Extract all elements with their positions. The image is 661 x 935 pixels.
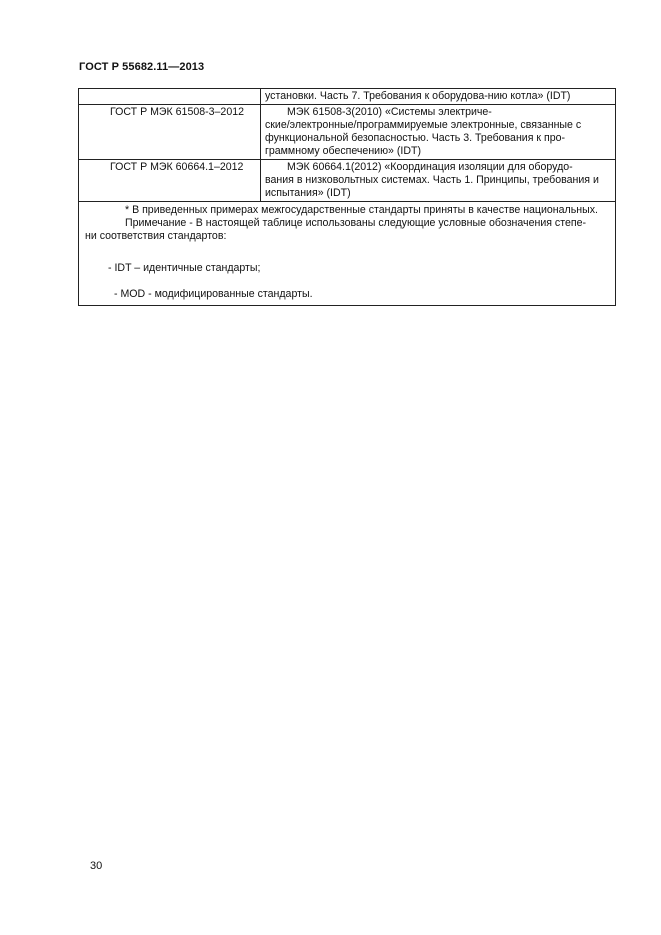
national-standard-cell: ГОСТ Р МЭК 61508-3–2012 <box>79 105 261 160</box>
international-standard-title-rest: вания в низковольтных системах. Часть 1. Принципы, требования и испытания» (IDT) <box>265 174 599 199</box>
international-standard-title-rest: ские/электронные/программируемые электронные, связанные с функциональной безопасностью. Часть 3. Требования к про-граммному обеспечению» (IDT) <box>265 119 582 157</box>
idt-legend-text: - IDT – идентичные стандарты; <box>108 262 261 274</box>
table-row <box>79 89 616 105</box>
table-row <box>79 160 616 202</box>
international-standard-title-start: МЭК 60664.1(2012) «Координация изоляции для оборудо- <box>287 161 573 173</box>
international-standard-title-start: МЭК 61508-3(2010) «Системы электриче- <box>287 106 492 118</box>
page-number: 30 <box>90 860 103 872</box>
remark-text-line2: ни соответствия стандартов: <box>85 230 227 242</box>
footnote-text: * В приведенных примерах межгосударственные стандарты приняты в качестве национальных. <box>125 204 598 216</box>
national-standard-cell <box>79 89 261 105</box>
document-header-code: ГОСТ Р 55682.11—2013 <box>79 61 205 73</box>
international-standard-cell <box>261 160 616 202</box>
remark-text-line1: Примечание - В настоящей таблице использованы следующие условные обозначения степе- <box>125 217 586 229</box>
table-notes-cell <box>79 202 616 306</box>
standards-correspondence-table <box>78 88 616 306</box>
international-standard-text: установки. Часть 7. Требования к оборудова-нию котла» (IDT) <box>265 90 571 102</box>
national-standard-cell: ГОСТ Р МЭК 60664.1–2012 <box>79 160 261 202</box>
international-standard-cell <box>261 105 616 160</box>
mod-legend-text: - MOD - модифицированные стандарты. <box>114 288 313 300</box>
table-notes-row <box>79 202 616 306</box>
international-standard-cell <box>261 89 616 105</box>
table-row <box>79 105 616 160</box>
